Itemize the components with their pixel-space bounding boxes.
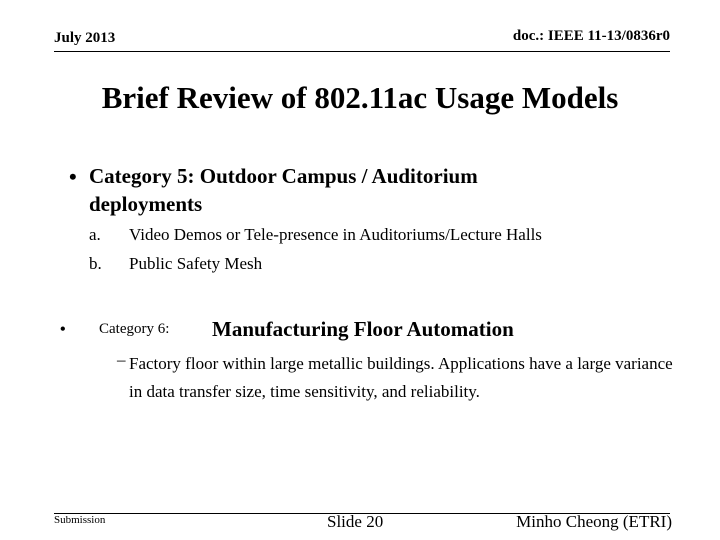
- sub-item-marker: a.: [89, 225, 101, 244]
- bullet-category-6-prefix: Category 6:: [99, 321, 170, 337]
- slide-title: Brief Review of 802.11ac Usage Models: [101, 80, 619, 115]
- sub-item-public-safety: Public Safety Mesh: [129, 254, 263, 273]
- header-doc-id: doc.: IEEE 11-13/0836r0: [512, 28, 670, 44]
- bullet-marker: •: [69, 164, 77, 189]
- footer-submission: Submission: [54, 514, 106, 526]
- footer-slide-number: Slide 20: [327, 512, 384, 531]
- sub-item-marker: b.: [89, 254, 102, 273]
- bullet-category-5: Category 5: Outdoor Campus / Auditorium deployments: [89, 164, 478, 216]
- footer-author: Minho Cheong (ETRI): [516, 512, 672, 531]
- bullet-marker: •: [60, 321, 66, 338]
- bullet-category-6: Manufacturing Floor Automation: [212, 317, 514, 341]
- header-date: July 2013: [54, 30, 116, 46]
- sub-item-video-demos: Video Demos or Tele-presence in Auditoriums/Lecture Halls: [129, 225, 542, 244]
- sub-item-factory-floor: Factory floor within large metallic buildings. Applications have a large variance in data transfer size, time sensitivity, and reliability.: [129, 354, 673, 401]
- header-divider: [54, 51, 670, 52]
- dash-marker: –: [117, 350, 126, 369]
